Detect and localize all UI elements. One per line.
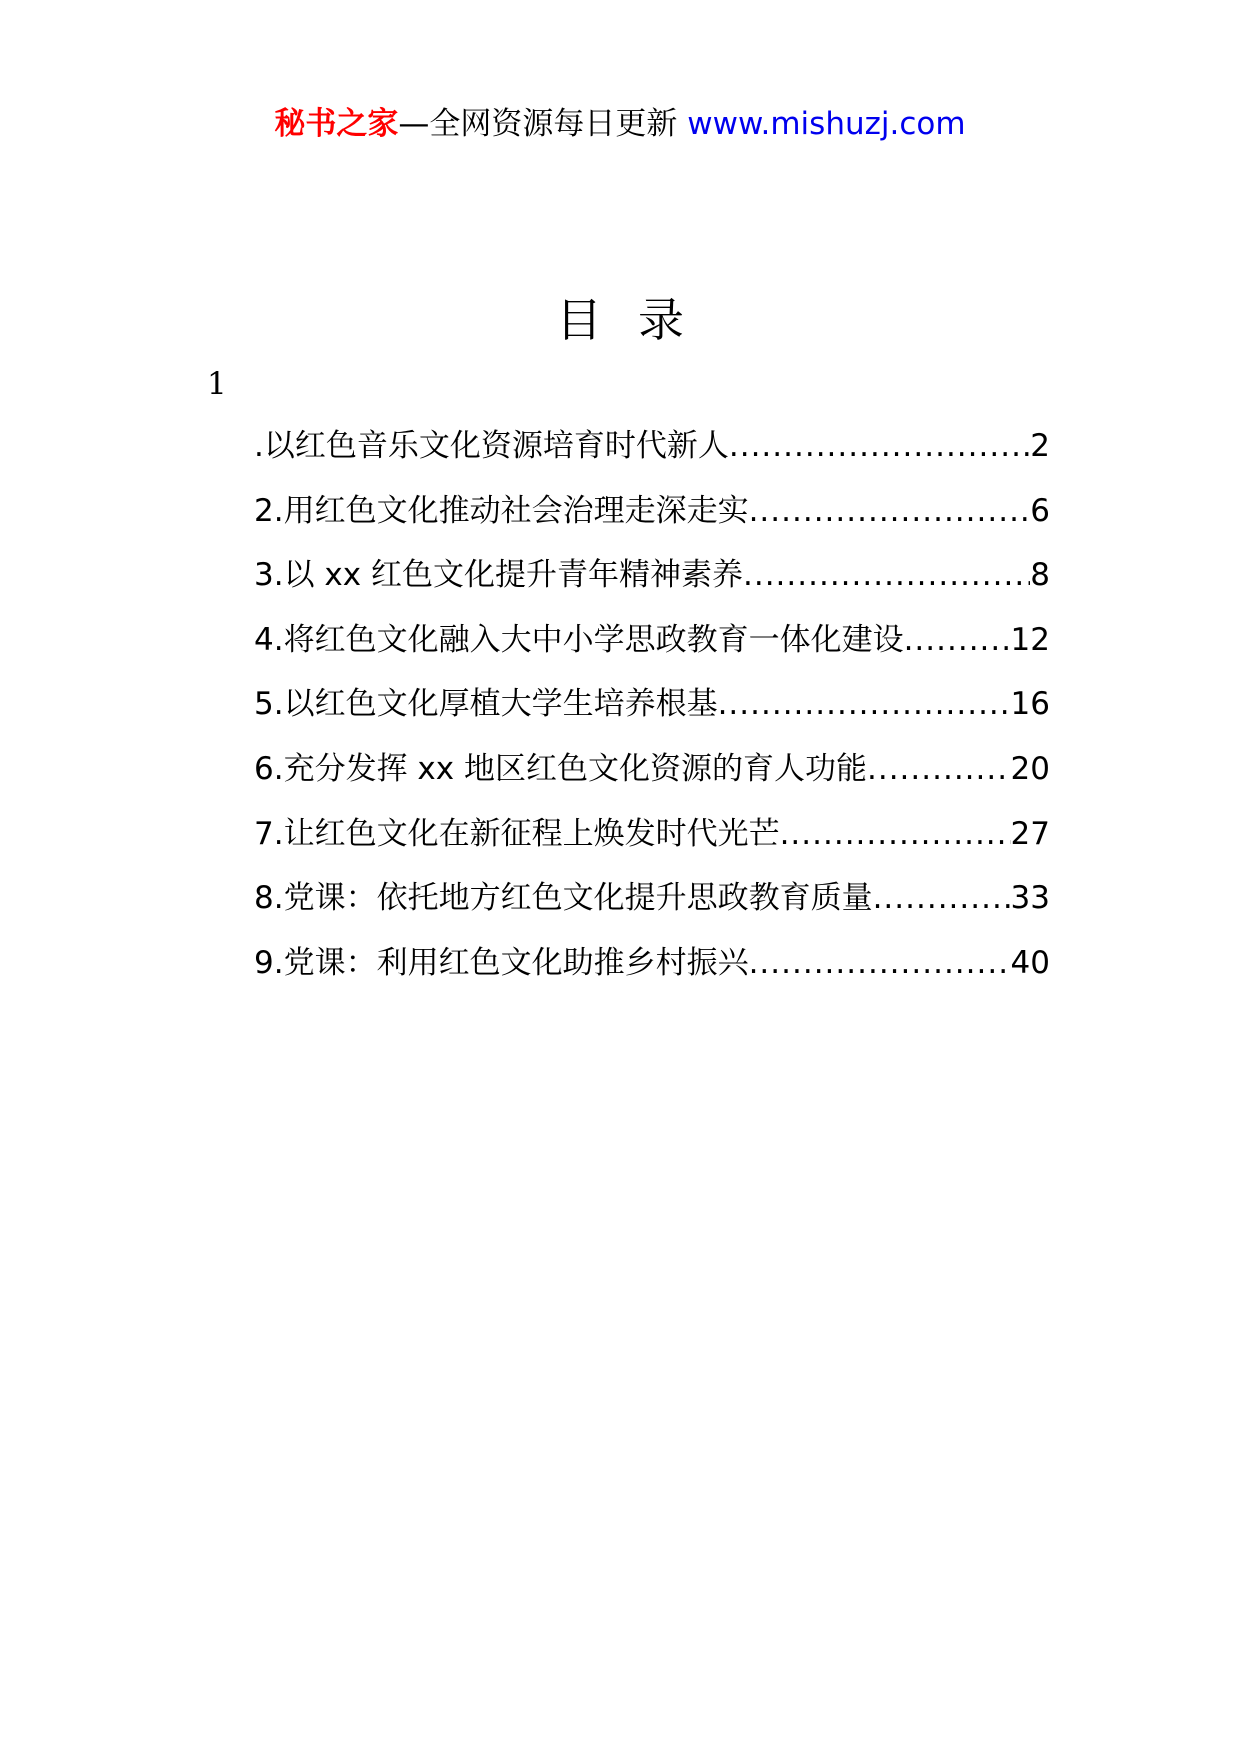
toc-leader-dots — [749, 489, 1031, 533]
toc-leader-dots — [749, 941, 1011, 985]
toc-entry-label: 9.党课：利用红色文化助推乡村振兴 — [254, 944, 749, 981]
title-char-1: 目 — [556, 293, 602, 347]
toc-entry[interactable] — [254, 682, 1050, 747]
header-brand: 秘书之家 — [274, 106, 399, 142]
toc-leader-dots — [729, 424, 1030, 468]
toc-leader-dots — [873, 876, 1011, 920]
toc-entry-page-number: 20 — [1010, 750, 1050, 787]
toc-entry-page-number: 27 — [1010, 815, 1050, 852]
toc-entry[interactable] — [254, 489, 1050, 554]
title-char-2: 录 — [638, 293, 684, 347]
toc-entry[interactable] — [254, 618, 1050, 683]
toc-leader-dots — [743, 553, 1030, 597]
toc-entry[interactable] — [254, 812, 1050, 877]
toc-entry-page-number: 16 — [1010, 686, 1050, 723]
toc-entry-label: 3.以 xx 红色文化提升青年精神素养 — [254, 557, 743, 594]
toc-entry-label: 7.让红色文化在新征程上焕发时代光芒 — [254, 815, 780, 852]
toc-entry-page-number: 40 — [1010, 944, 1050, 981]
toc-entry-label: 5.以红色文化厚植大学生培养根基 — [254, 686, 718, 723]
toc-entry-label: 2.用红色文化推动社会治理走深走实 — [254, 492, 749, 529]
toc-entry-page-number: 6 — [1030, 492, 1050, 529]
page-header — [0, 102, 1240, 146]
header-url-link[interactable]: www.mishuzj.com — [687, 106, 966, 142]
toc-entry-label: 8.党课：依托地方红色文化提升思政教育质量 — [254, 880, 873, 917]
header-tagline: —全网资源每日更新 — [398, 106, 678, 142]
toc-entry[interactable] — [254, 424, 1050, 489]
toc-leader-dots — [780, 812, 1011, 856]
toc-entry-page-number: 12 — [1010, 621, 1050, 658]
toc-entry[interactable] — [254, 941, 1050, 1006]
toc-entry[interactable] — [254, 747, 1050, 812]
stray-list-number: 1 — [207, 366, 227, 402]
toc-leader-dots — [867, 747, 1011, 791]
page-title — [0, 290, 1240, 350]
toc-entry-page-number: 33 — [1010, 880, 1050, 917]
toc-entry-page-number: 8 — [1030, 557, 1050, 594]
toc-entry-label: .以红色音乐文化资源培育时代新人 — [254, 428, 729, 464]
toc-leader-dots — [718, 682, 1011, 726]
toc-entry-label: 6.充分发挥 xx 地区红色文化资源的育人功能 — [254, 750, 867, 787]
toc-entry-page-number: 2 — [1030, 428, 1050, 464]
toc-entry[interactable] — [254, 553, 1050, 618]
toc-entry[interactable] — [254, 876, 1050, 941]
table-of-contents — [254, 424, 1050, 1005]
toc-entry-label: 4.将红色文化融入大中小学思政教育一体化建设 — [254, 621, 904, 658]
toc-leader-dots — [904, 618, 1011, 662]
